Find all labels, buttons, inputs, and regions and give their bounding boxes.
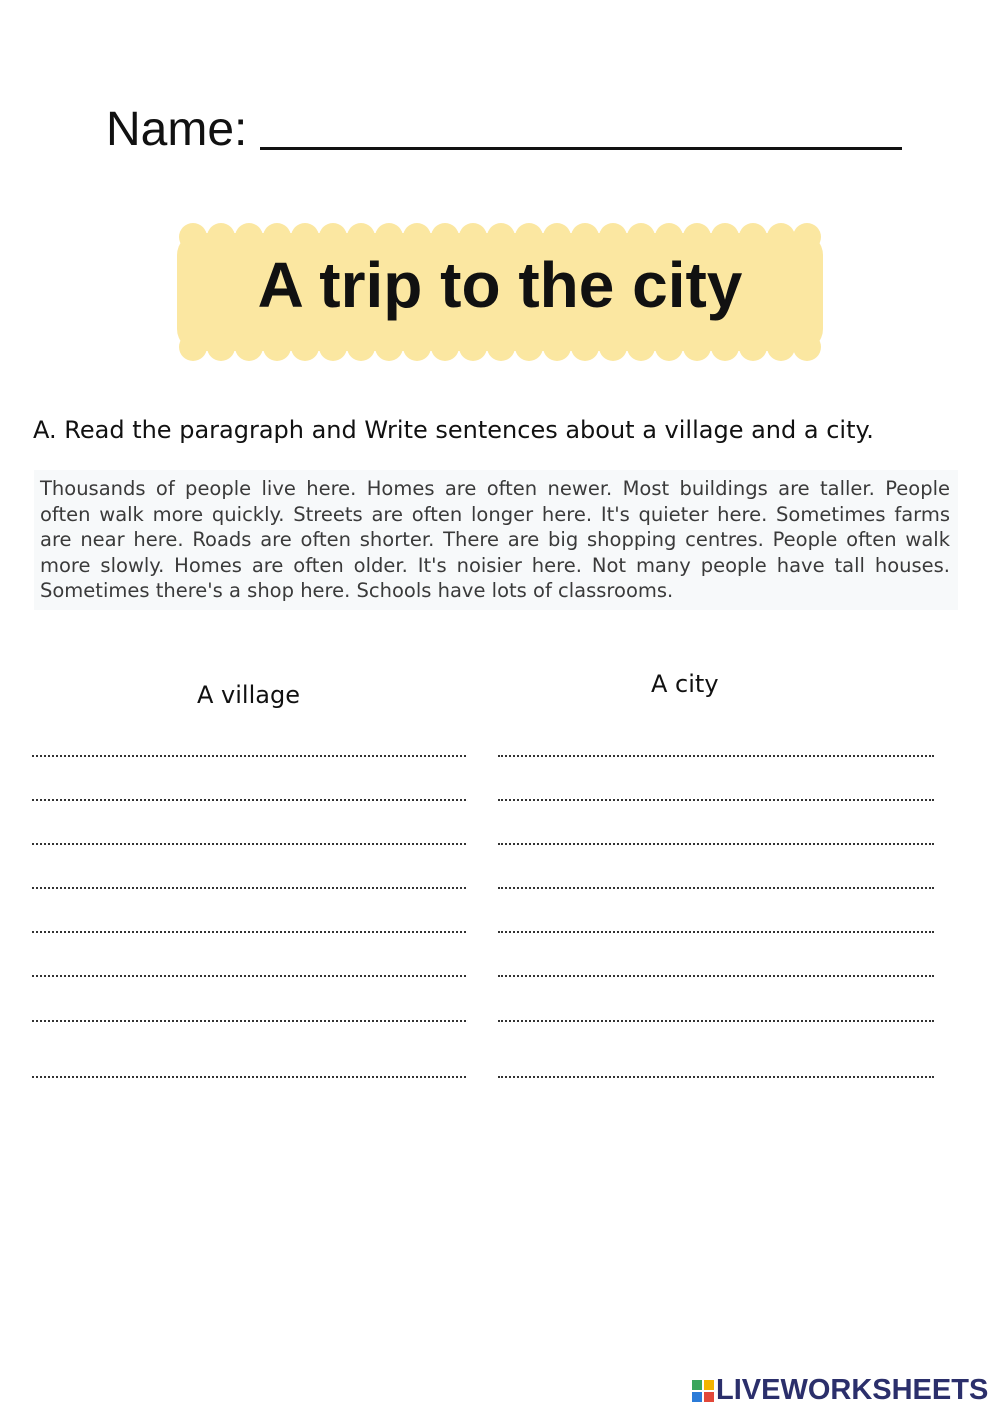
village-answer-line[interactable] <box>32 931 466 933</box>
city-answer-line[interactable] <box>498 887 934 889</box>
city-answer-line[interactable] <box>498 975 934 977</box>
village-answer-line[interactable] <box>32 799 466 801</box>
title-banner <box>177 223 823 361</box>
liveworksheets-logo-icon <box>692 1380 714 1402</box>
village-answer-line[interactable] <box>32 887 466 889</box>
village-answer-line[interactable] <box>32 1076 466 1078</box>
city-column-heading: A city <box>651 670 719 698</box>
liveworksheets-logo <box>692 1372 992 1406</box>
city-answer-line[interactable] <box>498 1076 934 1078</box>
name-label: Name: <box>106 103 248 156</box>
village-column-heading: A village <box>197 681 300 709</box>
city-answer-line[interactable] <box>498 1020 934 1022</box>
liveworksheets-logo-text: LIVEWORKSHEETS <box>716 1374 989 1406</box>
reading-paragraph: Thousands of people live here. Homes are often newer. Most buildings are taller. People often walk more quickly. Streets are often longer here. It's quieter here. Sometimes farms are near here. Roads are often shorter. There are big shopping centres. People often walk more slowly. Homes are often older. It's noisier here. Not many people have tall houses. Sometimes there's a shop here. Schools have lots of classrooms. <box>40 477 950 602</box>
village-answer-line[interactable] <box>32 843 466 845</box>
instruction-text: A. Read the paragraph and Write sentences about a village and a city. <box>33 416 874 444</box>
city-answer-line[interactable] <box>498 755 934 757</box>
village-answer-line[interactable] <box>32 755 466 757</box>
name-input-line[interactable] <box>260 147 902 150</box>
reading-paragraph-box <box>34 470 958 610</box>
worksheet-title: A trip to the city <box>257 249 743 321</box>
city-answer-line[interactable] <box>498 931 934 933</box>
name-row <box>106 100 906 160</box>
village-answer-line[interactable] <box>32 1020 466 1022</box>
city-answer-line[interactable] <box>498 799 934 801</box>
village-answer-line[interactable] <box>32 975 466 977</box>
city-answer-line[interactable] <box>498 843 934 845</box>
